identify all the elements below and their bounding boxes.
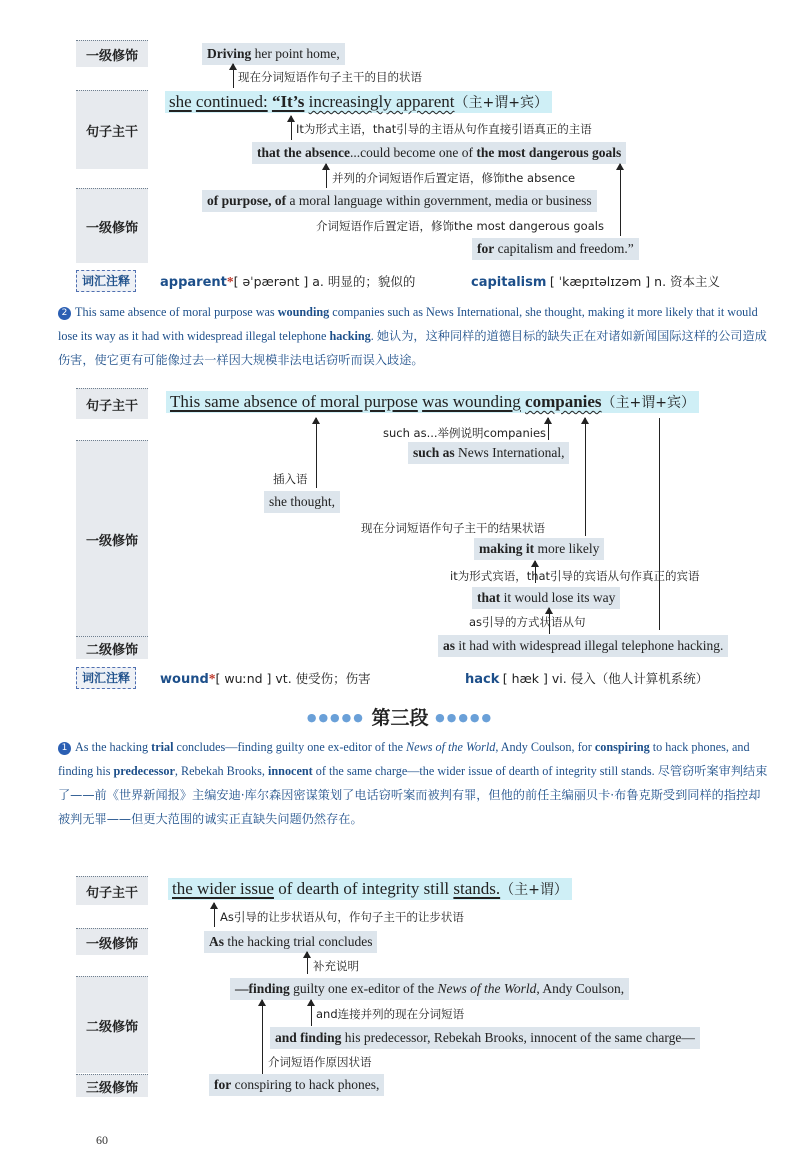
note-result-adverbial: 现在分词短语作句子主干的结果状语 [361,521,545,535]
paragraph-2: 2 This same absence of moral purpose was wounding companies such as News International, she thought, making it more likely that it would lose its way as it had with widespread illegal telephone hacking. 她认为，这种同样的道德目标的缺失正在对诸如新闻国际这样的公司造成伤害，使它更有可能像过去一样因大规模非法电话窃听而误入歧途。 [58,305,767,367]
label-sentence-trunk-2: 句子主干 [76,388,148,419]
label-level1-modifier-3: 一级修饰 [76,928,148,955]
note-supplement: 补充说明 [313,959,359,973]
label-level1-modifier: 一级修饰 [76,40,148,67]
arrow-icon [291,116,292,140]
note-parallel-prep: 并列的介词短语作后置定语，修饰the absence [332,171,576,185]
note-prep-modifier: 介词短语作后置定语，修饰the most dangerous goals [316,219,604,233]
vocab-wound: wound*[ wuːnd ] vt. 使受伤；伤害 [160,671,371,687]
phrase-such-as: such as News International, [408,442,569,464]
label-level3-modifier: 三级修饰 [76,1074,148,1097]
arrow-icon [585,418,586,536]
arrow-icon [262,1000,263,1075]
phrase-that-it-would: that it would lose its way [472,587,620,609]
arrow-icon [307,952,308,974]
note-concession-clause: As引导的让步状语从句，作句子主干的让步状语 [220,910,464,924]
phrase-that-the-absence: that the absence...could become one of the most dangerous goals [252,142,626,164]
note-and-parallel: and连接并列的现在分词短语 [316,1007,465,1021]
label-sentence-trunk-3: 句子主干 [76,876,148,905]
note-insertion: 插入语 [273,472,308,486]
vocab-note-box-2: 词汇注释 [76,667,136,689]
label-level2-modifier: 二级修饰 [76,636,148,659]
phrase-of-purpose: of purpose, of a moral language within government, media or business [202,190,597,212]
vocab-note-box: 词汇注释 [76,270,136,292]
vocab-hack: hack [ hæk ] vi. 侵入（他人计算机系统） [465,671,709,687]
paragraph-number-badge: 2 [58,307,71,320]
sentence-trunk-3: the wider issue of dearth of integrity still stands.（主+谓） [168,878,572,900]
arrow-line [659,418,660,630]
note-manner-clause: as引导的方式状语从句 [469,615,586,629]
arrow-icon [233,64,234,88]
vocab-capitalism: capitalism [ ˈkæpɪtəlɪzəm ] n. 资本主义 [471,274,721,290]
arrow-icon [548,418,549,440]
note-formal-object: it为形式宾语，that引导的宾语从句作真正的宾语 [450,569,700,583]
arrow-icon [316,418,317,488]
note-reason-adverbial: 介词短语作原因状语 [268,1055,372,1069]
phrase-and-finding: and finding his predecessor, Rebekah Brooks, innocent of the same charge— [270,1027,700,1049]
phrase-finding-guilty: —finding guilty one ex-editor of the News of the World, Andy Coulson, [230,978,629,1000]
arrow-icon [214,903,215,927]
paragraph-number-badge: 1 [58,742,71,755]
phrase-for-capitalism: for capitalism and freedom.” [472,238,639,260]
label-level1-modifier-b: 一级修饰 [76,188,148,263]
paragraph-3: 1 As the hacking trial concludes—finding guilty one ex-editor of the News of the World, Andy Coulson, for conspiring to hack phones, and finding his predecessor, Rebekah Brooks, innocent of the same charge—the wider issue of dearth of integrity still stands. 尽管窃听案审判结束了——前《世界新闻报》主编安迪·库尔森因密谋策划了电话窃听案而被判有罪，但他的前任主编丽贝卡·布鲁克斯受到同样的指控却被判无罪——但更大范围的诚实正直缺失问题仍然存在。 [58,740,768,826]
label-level2-modifier-3: 二级修饰 [76,976,148,1073]
note-such-as: such as...举例说明companies [383,426,547,440]
label-sentence-trunk: 句子主干 [76,90,148,169]
vocab-apparent: apparent*[ əˈpærənt ] a. 明显的；貌似的 [160,274,416,290]
page-number: 60 [96,1133,108,1147]
arrow-icon [311,1000,312,1026]
phrase-making-it: making it more likely [474,538,604,560]
note-purpose-adverbial: 现在分词短语作句子主干的目的状语 [238,70,422,84]
arrow-icon [326,164,327,188]
note-formal-subject: It为形式主语，that引导的主语从句作直接引语真正的主语 [296,122,592,136]
phrase-as-it-had: as it had with widespread illegal telephone hacking. [438,635,728,657]
phrase-for-conspiring: for conspiring to hack phones, [209,1074,384,1096]
phrase-driving: Driving her point home, [202,43,345,65]
arrow-icon [620,164,621,236]
phrase-as-the-hacking: As the hacking trial concludes [204,931,377,953]
phrase-she-thought: she thought, [264,491,340,513]
sentence-trunk-2: This same absence of moral purpose was wounding companies（主+谓+宾） [166,391,699,413]
section-title: ●●●●● 第三段 ●●●●● [306,707,494,729]
label-level1-modifier-2: 一级修饰 [76,440,148,637]
sentence-trunk-1: she continued: “It’s increasingly apparent（主+谓+宾） [165,91,552,113]
